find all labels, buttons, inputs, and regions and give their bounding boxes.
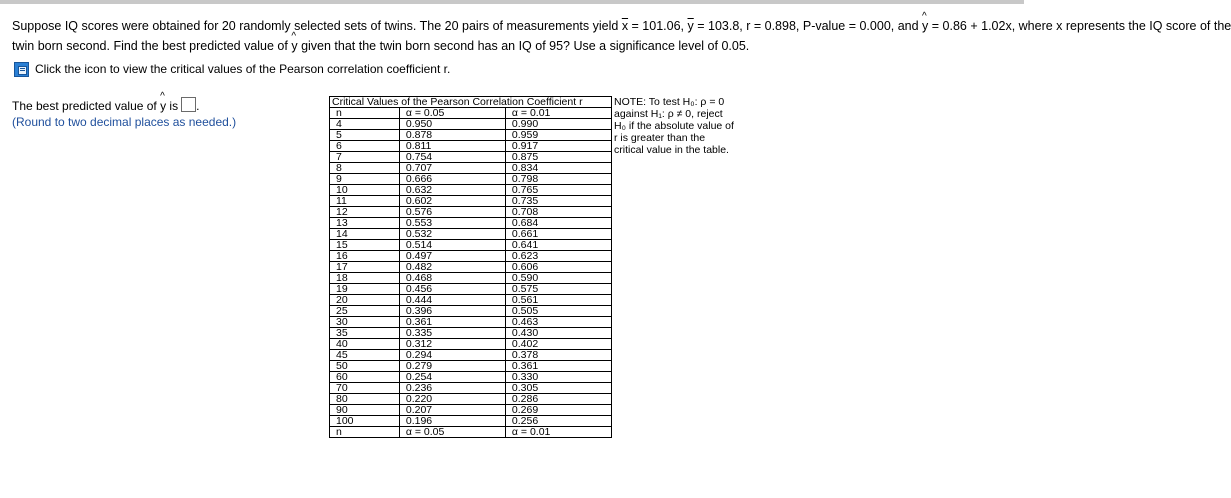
table-row: [330, 207, 612, 218]
question-line-1: [12, 11, 1231, 36]
cell-alpha-005: 0.576: [399, 207, 505, 218]
table-row: [330, 383, 612, 394]
cell-n: 11: [330, 196, 400, 207]
cell-alpha-001: 0.430: [505, 328, 611, 339]
cell-alpha-001: 0.606: [505, 262, 611, 273]
table-row: [330, 273, 612, 284]
table-row: [330, 119, 612, 130]
note-line: critical value in the table.: [614, 144, 729, 156]
yhat-symbol: ^ y: [922, 11, 929, 33]
table-row: [330, 306, 612, 317]
question-line1-pre: Suppose IQ scores were obtained for 20 randomly selected sets of twins. The 20 pairs of measurements yield: [12, 19, 622, 33]
table-row: [330, 350, 612, 361]
note-line: against H₁: ρ ≠ 0, reject: [614, 108, 723, 120]
table-body: [330, 119, 612, 427]
table-row: [330, 394, 612, 405]
cell-n: 17: [330, 262, 400, 273]
critical-values-hint: [14, 61, 450, 77]
cell-alpha-005: 0.456: [399, 284, 505, 295]
table-row: [330, 405, 612, 416]
answer-prompt: [12, 91, 236, 114]
cell-alpha-005: 0.396: [399, 306, 505, 317]
table-row: [330, 262, 612, 273]
answer-section: [12, 91, 237, 130]
cell-alpha-005: 0.666: [399, 174, 505, 185]
header-alpha-001: α = 0.01: [505, 108, 611, 119]
ybar-symbol: $\overline{y}$: [687, 19, 694, 33]
round-note: (Round to two decimal places as needed.): [12, 115, 237, 129]
cell-alpha-005: 0.553: [399, 218, 505, 229]
table-row: [330, 196, 612, 207]
table-row: [330, 185, 612, 196]
cell-n: 60: [330, 372, 400, 383]
table-row: [330, 240, 612, 251]
hypothesis-note: [614, 96, 734, 156]
cell-alpha-005: 0.602: [399, 196, 505, 207]
cell-alpha-001: 0.765: [505, 185, 611, 196]
cell-n: 70: [330, 383, 400, 394]
cell-alpha-001: 0.505: [505, 306, 611, 317]
cell-alpha-001: 0.305: [505, 383, 611, 394]
cell-alpha-005: 0.468: [399, 273, 505, 284]
cell-alpha-005: 0.220: [399, 394, 505, 405]
table-row: [330, 163, 612, 174]
cell-n: 8: [330, 163, 400, 174]
cell-alpha-001: 0.798: [505, 174, 611, 185]
table-footer-row: [330, 427, 612, 438]
cell-alpha-005: 0.482: [399, 262, 505, 273]
cell-n: 18: [330, 273, 400, 284]
cell-alpha-005: 0.878: [399, 130, 505, 141]
cell-n: 16: [330, 251, 400, 262]
answer-input[interactable]: [181, 97, 196, 112]
cell-alpha-005: 0.279: [399, 361, 505, 372]
cell-n: 100: [330, 416, 400, 427]
cell-alpha-001: 0.641: [505, 240, 611, 251]
table-row: [330, 372, 612, 383]
question-line1-mid2: = 103.8, r = 0.898, P-value = 0.000, and: [693, 19, 923, 33]
cell-alpha-001: 0.959: [505, 130, 611, 141]
cell-alpha-001: 0.684: [505, 218, 611, 229]
cell-alpha-001: 0.330: [505, 372, 611, 383]
cell-alpha-001: 0.735: [505, 196, 611, 207]
answer-label-pre: The best predicted value of: [12, 99, 161, 113]
table-row: [330, 328, 612, 339]
header-n: n: [330, 108, 400, 119]
table-icon[interactable]: [14, 62, 29, 77]
cell-alpha-001: 0.269: [505, 405, 611, 416]
table-title: Critical Values of the Pearson Correlation Coefficient r: [330, 97, 612, 108]
yhat-symbol-3: ^ y: [160, 91, 167, 113]
cell-n: 30: [330, 317, 400, 328]
answer-label-post: is: [166, 99, 179, 113]
cell-n: 50: [330, 361, 400, 372]
cell-alpha-005: 0.632: [399, 185, 505, 196]
cell-n: 19: [330, 284, 400, 295]
question-line2-post: given that the twin born second has an IQ of 95? Use a significance level of 0.05.: [297, 39, 750, 53]
table-row: [330, 174, 612, 185]
cell-alpha-001: 0.378: [505, 350, 611, 361]
xbar-symbol: $\overline{x}$: [621, 19, 629, 33]
cell-alpha-001: 0.917: [505, 141, 611, 152]
footer-alpha-001: α = 0.01: [505, 427, 611, 438]
cell-alpha-001: 0.361: [505, 361, 611, 372]
cell-n: 20: [330, 295, 400, 306]
note-line: NOTE: To test H₀: ρ = 0: [614, 96, 725, 108]
top-border: [0, 0, 1024, 4]
cell-alpha-005: 0.254: [399, 372, 505, 383]
table-row: [330, 152, 612, 163]
cell-alpha-005: 0.294: [399, 350, 505, 361]
hint-text: Click the icon to view the critical values of the Pearson correlation coefficient r.: [35, 62, 451, 76]
cell-alpha-001: 0.286: [505, 394, 611, 405]
cell-alpha-005: 0.754: [399, 152, 505, 163]
cell-n: 25: [330, 306, 400, 317]
cell-alpha-005: 0.532: [399, 229, 505, 240]
yhat-symbol-2: ^ y: [291, 31, 298, 53]
cell-alpha-005: 0.950: [399, 119, 505, 130]
cell-alpha-001: 0.708: [505, 207, 611, 218]
table-row: [330, 251, 612, 262]
header-alpha-005: α = 0.05: [399, 108, 505, 119]
cell-alpha-001: 0.256: [505, 416, 611, 427]
cell-n: 35: [330, 328, 400, 339]
table-row: [330, 339, 612, 350]
cell-alpha-005: 0.497: [399, 251, 505, 262]
cell-n: 13: [330, 218, 400, 229]
table-row: [330, 141, 612, 152]
cell-alpha-001: 0.623: [505, 251, 611, 262]
cell-alpha-005: 0.707: [399, 163, 505, 174]
table-title-row: [330, 97, 612, 108]
cell-n: 15: [330, 240, 400, 251]
question-line-2: [12, 31, 1017, 56]
cell-alpha-001: 0.590: [505, 273, 611, 284]
cell-n: 10: [330, 185, 400, 196]
cell-alpha-001: 0.661: [505, 229, 611, 240]
table-row: [330, 295, 612, 306]
critical-values-table: [329, 96, 612, 438]
table-row: [330, 218, 612, 229]
table-row: [330, 130, 612, 141]
cell-alpha-005: 0.444: [399, 295, 505, 306]
cell-n: 45: [330, 350, 400, 361]
table-row: [330, 284, 612, 295]
table-row: [330, 416, 612, 427]
cell-alpha-005: 0.196: [399, 416, 505, 427]
cell-alpha-001: 0.875: [505, 152, 611, 163]
cell-alpha-005: 0.207: [399, 405, 505, 416]
question-line1-mid1: = 101.06,: [628, 19, 688, 33]
cell-n: 9: [330, 174, 400, 185]
cell-alpha-001: 0.834: [505, 163, 611, 174]
cell-alpha-005: 0.312: [399, 339, 505, 350]
cell-alpha-001: 0.463: [505, 317, 611, 328]
table-row: [330, 317, 612, 328]
cell-n: 6: [330, 141, 400, 152]
cell-alpha-001: 0.575: [505, 284, 611, 295]
note-line: r is greater than the: [614, 132, 706, 144]
cell-alpha-001: 0.402: [505, 339, 611, 350]
cell-alpha-005: 0.361: [399, 317, 505, 328]
question-text: [12, 11, 1231, 56]
cell-alpha-001: 0.990: [505, 119, 611, 130]
cell-n: 4: [330, 119, 400, 130]
note-line: H₀ if the absolute value of: [614, 120, 734, 132]
cell-alpha-005: 0.335: [399, 328, 505, 339]
question-line2-pre: twin born second. Find the best predicted value of: [12, 39, 292, 53]
cell-n: 14: [330, 229, 400, 240]
table-row: [330, 229, 612, 240]
cell-n: 80: [330, 394, 400, 405]
question-line1-post: = 0.86 + 1.02x, where x represents the IQ score of the: [928, 19, 1231, 33]
cell-n: 12: [330, 207, 400, 218]
cell-alpha-005: 0.514: [399, 240, 505, 251]
cell-n: 40: [330, 339, 400, 350]
cell-n: 90: [330, 405, 400, 416]
cell-n: 7: [330, 152, 400, 163]
footer-n: n: [330, 427, 400, 438]
answer-period: .: [196, 99, 200, 113]
table-header-row: [330, 108, 612, 119]
footer-alpha-005: α = 0.05: [399, 427, 505, 438]
cell-n: 5: [330, 130, 400, 141]
cell-alpha-001: 0.561: [505, 295, 611, 306]
cell-alpha-005: 0.236: [399, 383, 505, 394]
cell-alpha-005: 0.811: [399, 141, 505, 152]
table-row: [330, 361, 612, 372]
